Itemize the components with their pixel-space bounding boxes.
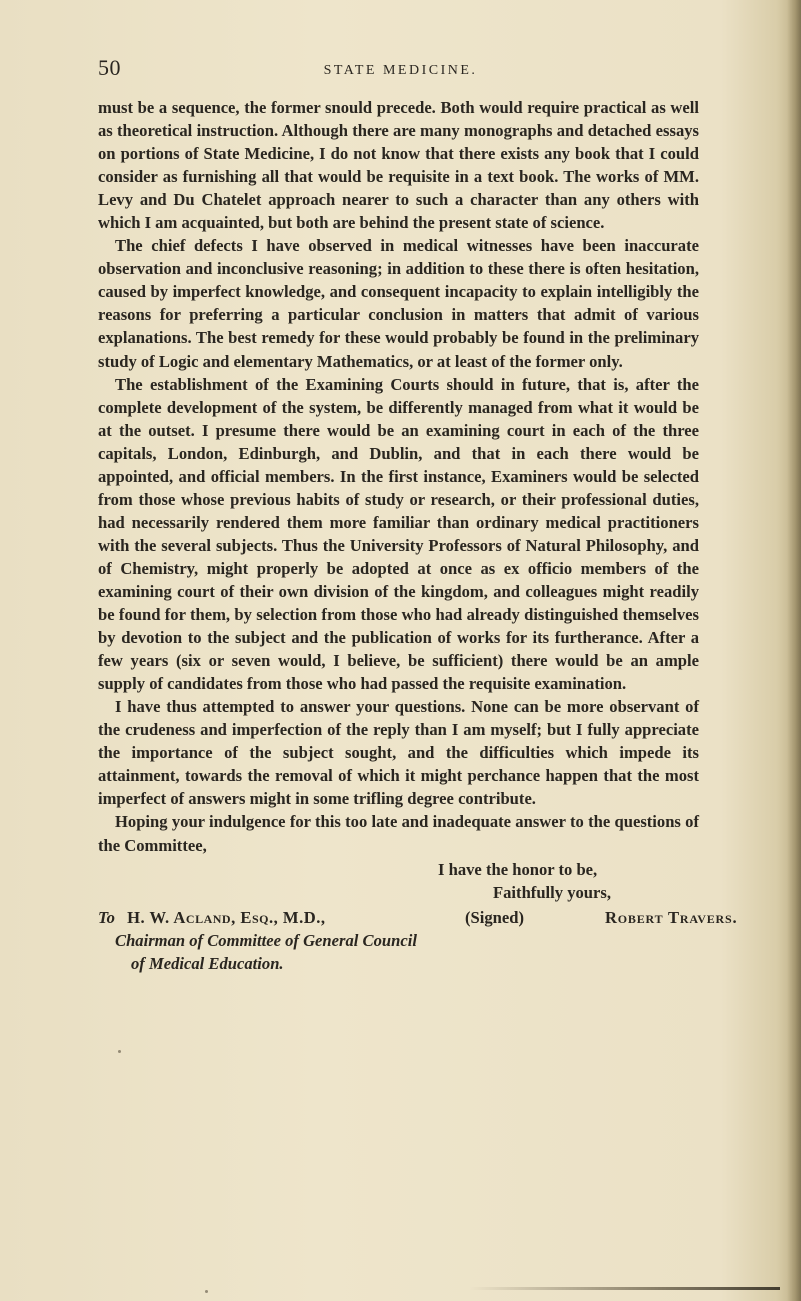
recipient-title-line-1: Chairman of Committee of General Council [115,931,417,950]
to-label: To [98,908,115,927]
paragraph-5: Hoping your indulgence for this too late and inadequate answer to the questions of the Committee, [98,812,699,855]
letter-address [98,906,801,973]
page-edge-shadow [787,0,801,1301]
closing-line-2: Faithfully yours, [493,883,612,902]
recipient-title-line-2: of Medical Education. [131,954,284,973]
page-number: 50 [98,55,121,80]
paper-speck [205,1290,208,1293]
page-bottom-shadow [470,1287,780,1290]
closing-line-1: I have the honor to be, [438,860,598,879]
paragraph-4: I have thus attempted to answer your questions. None can be more observant of the crudeness and imperfection of the reply than I am myself; but I fully appreciate the importance of the subject sought, and the difficulties which impede its attainment, towards the removal of which it might perchance happen that the most imperfect of answers might in some trifling degree contribute. [98,697,699,809]
author-name: Robert Travers. [605,908,738,927]
paper-speck [118,1050,121,1053]
body-text [98,96,699,857]
paragraph-2: The chief defects I have observed in medical witnesses have been inaccurate observation and inconclusive reasoning; in addition to these there is often hesitation, caused by imperfect knowledge, and consequent incapacity to explain intelligibly the reasons for preferring a particular conclusion in matters that admit of various explanations. The best remedy for these would probably be found in the preliminary study of Logic and elementary Mathematics, or at least of the former only. [98,236,699,371]
recipient-name: H. W. Acland, Esq., M.D., [127,908,326,927]
paragraph-3: The establishment of the Examining Courts should in future, that is, after the complete development of the system, be differently managed from what it would be at the outset. I presume there would be an examining court in each of the three capitals, London, Edinburgh, and Dublin, and that in each there would be appointed, and official members. In the first instance, Examiners would be selected from those whose previous habits of study or research, or their professional duties, had necessarily rendered them more familiar than ordinary medical practitioners with the several subjects. Thus the University Professors of Natural Philosophy, and of Chemistry, might properly be adopted at once as ex officio members of the examining court of their own division of the kingdom, and colleagues might readily be found for them, by selection from those who had already distinguished themselves by devotion to the subject and the publication of works for its furtherance. After a few years (six or seven would, I believe, be sufficient) there would be an ample supply of candidates from those who had passed the requisite examination. [98,374,699,694]
paragraph-1: must be a sequence, the former snould precede. Both would require practical as well as theoretical instruction. Although there are many monographs and detached essays on portions of State Medicine, I do not know that there exists any book that I could consider as furnishing all that would be requisite in a text book. The works of MM. Levy and Du Chatelet approach nearer to such a character than any others with which I am acquainted, but both are behind the present state of science. [98,98,699,233]
running-head: STATE MEDICINE. [323,63,478,78]
signed-label: (Signed) [465,908,525,927]
